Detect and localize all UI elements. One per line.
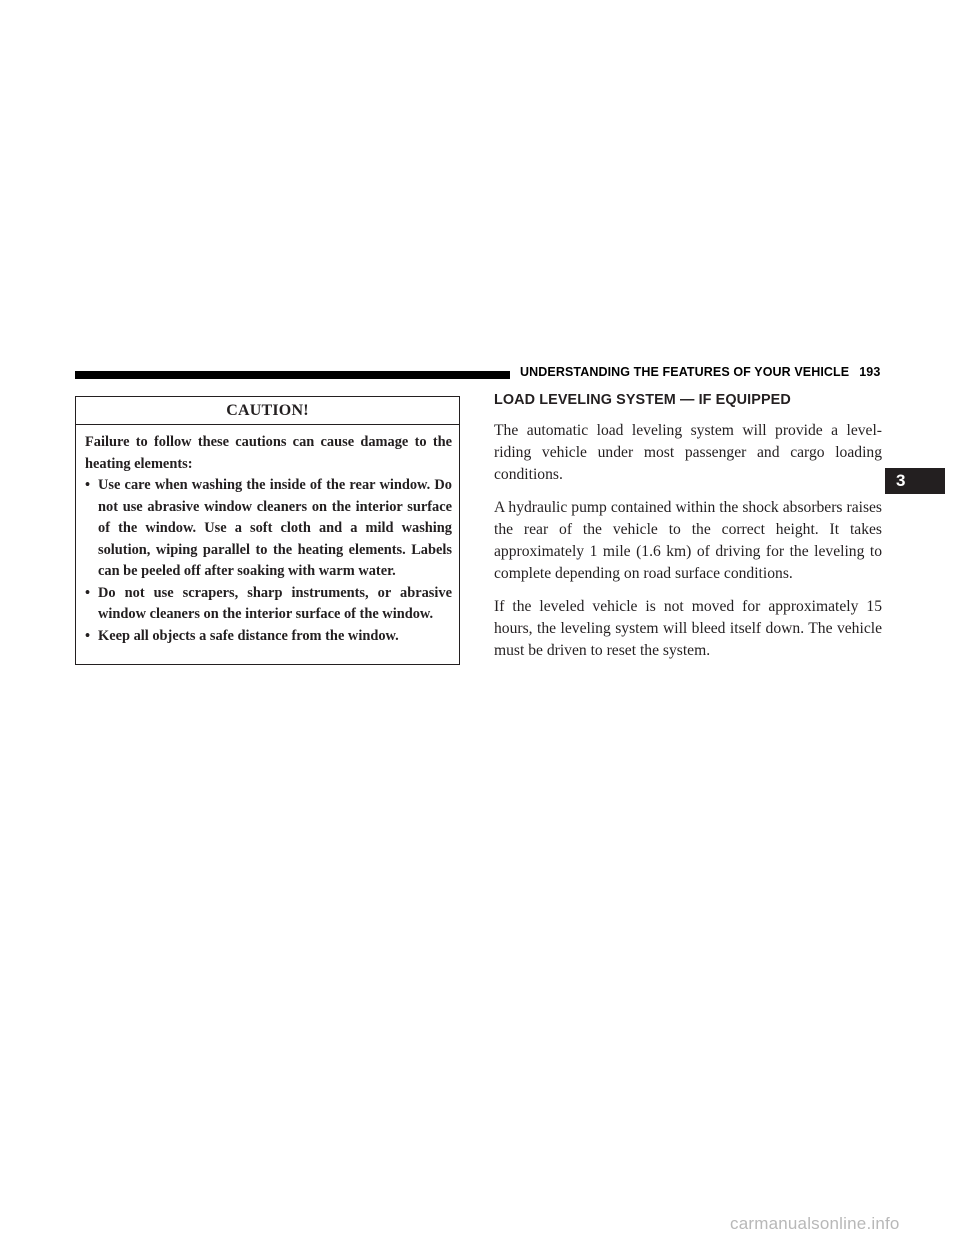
chapter-tab: 3 <box>885 468 945 494</box>
caution-list-item <box>85 583 452 626</box>
caution-intro: Failure to follow these cautions can cause damage to the heating elements: <box>85 434 452 472</box>
body-paragraph: A hydraulic pump contained within the shock absorbers raises the rear of the vehicle to the correct height. It takes approximately 1 mile (1.6 km) of driving for the leveling to complete depending on road surface conditions. <box>494 499 882 582</box>
body-paragraph: The automatic load leveling system will provide a level-riding vehicle under most passenger and cargo loading conditions. <box>494 422 882 483</box>
caution-body <box>76 425 459 647</box>
caution-list <box>85 475 452 647</box>
caution-list-item <box>85 475 452 583</box>
page-number: 193 <box>859 365 881 379</box>
bullet-icon: • <box>85 584 91 601</box>
caution-item-text: Use care when washing the inside of the rear window. Do not use abrasive window cleaners on the interior surface of the window. Use a soft cloth and a mild washing solution, wiping parallel to the heating elements. Labels can be peeled off after soaking with warm water. <box>98 477 452 579</box>
section-heading: LOAD LEVELING SYSTEM — IF EQUIPPED <box>494 392 791 408</box>
caution-title: CAUTION! <box>76 397 459 425</box>
header-rule <box>75 371 510 379</box>
running-header <box>520 365 880 379</box>
caution-item-text: Do not use scrapers, sharp instruments, or abrasive window cleaners on the interior surface of the window. <box>98 584 452 622</box>
bullet-icon: • <box>85 627 91 644</box>
bullet-icon: • <box>85 477 91 493</box>
section-body <box>494 420 882 673</box>
header-rule-gap <box>510 371 517 379</box>
body-paragraph: If the leveled vehicle is not moved for approximately 15 hours, the leveling system will bleed itself down. The vehicle must be driven to reset the system. <box>494 598 882 659</box>
caution-box <box>75 396 460 665</box>
caution-list-item <box>85 626 452 648</box>
caution-item-text: Keep all objects a safe distance from the window. <box>98 627 399 644</box>
running-header-title: UNDERSTANDING THE FEATURES OF YOUR VEHICLE <box>520 365 850 379</box>
watermark: carmanualsonline.info <box>730 1214 900 1233</box>
